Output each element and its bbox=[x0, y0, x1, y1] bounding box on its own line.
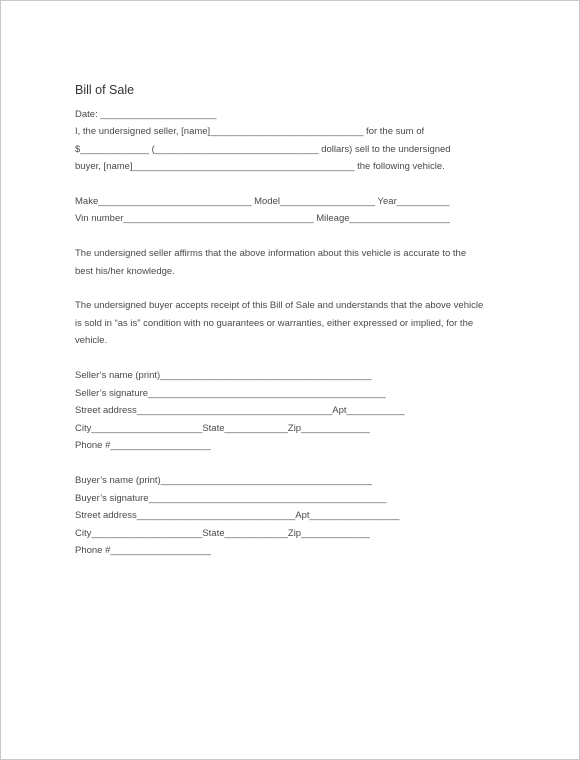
seller-intro-line: I, the undersigned seller, [name]_____________________________ for the sum of bbox=[75, 126, 425, 137]
vin-mileage-line: Vin number____________________________________ Mileage___________________ bbox=[75, 213, 450, 224]
sum-line: $_____________ (_______________________________ dollars) sell to the undersigned bbox=[75, 144, 451, 155]
acceptance-line-3: vehicle. bbox=[75, 335, 108, 346]
acceptance-line-2: is sold in “as is” condition with no guarantees or warranties, either expressed or implied, for the bbox=[75, 318, 474, 329]
buyer-city-field: City_____________________State____________Zip_____________ bbox=[75, 528, 370, 539]
acceptance-line-1: The undersigned buyer accepts receipt of this Bill of Sale and understands that the above vehicle bbox=[75, 300, 484, 311]
buyer-intro-line: buyer, [name]__________________________________________ the following vehicle. bbox=[75, 161, 445, 172]
document-title: Bill of Sale bbox=[75, 83, 135, 97]
seller-street-field: Street address_____________________________________Apt___________ bbox=[75, 405, 405, 416]
seller-city-field: City_____________________State____________Zip_____________ bbox=[75, 423, 370, 434]
seller-phone-field: Phone #___________________ bbox=[75, 440, 211, 451]
affirmation-line-1: The undersigned seller affirms that the above information about this vehicle is accurate to the bbox=[75, 248, 467, 259]
make-model-year-line: Make_____________________________ Model__________________ Year__________ bbox=[75, 196, 450, 207]
buyer-signature-field: Buyer’s signature_____________________________________________ bbox=[75, 493, 387, 504]
seller-signature-field: Seller’s signature_____________________________________________ bbox=[75, 388, 386, 399]
seller-name-field: Seller’s name (print)________________________________________ bbox=[75, 370, 372, 381]
affirmation-line-2: best his/her knowledge. bbox=[75, 266, 175, 277]
date-line: Date: ______________________ bbox=[75, 109, 217, 120]
buyer-street-field: Street address______________________________Apt_________________ bbox=[75, 510, 400, 521]
buyer-phone-field: Phone #___________________ bbox=[75, 545, 211, 556]
buyer-name-field: Buyer’s name (print)________________________________________ bbox=[75, 475, 373, 486]
